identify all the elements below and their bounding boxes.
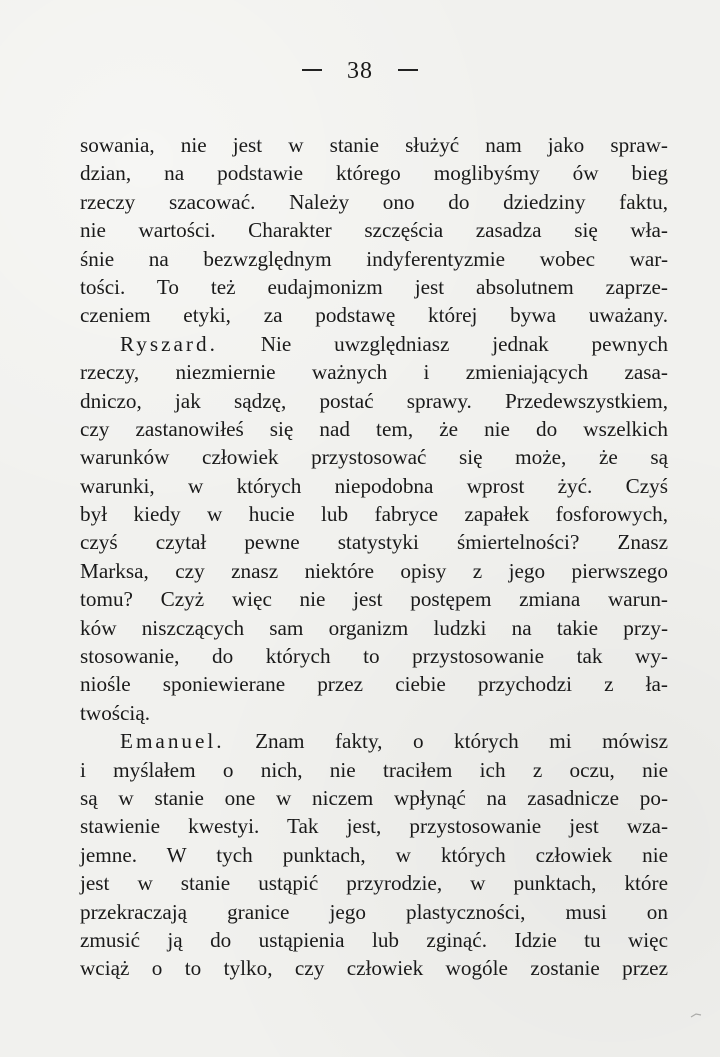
line-text: ków niszczących sam organizm ludzki na takie przy- — [80, 615, 668, 640]
text-line — [80, 756, 668, 784]
line-text: warunków człowiek przystosować się może, że są — [80, 445, 668, 470]
speaker-name: Ryszard. — [120, 331, 218, 356]
body-text — [80, 131, 668, 983]
header-dash-left — [302, 69, 322, 71]
text-line — [80, 443, 668, 471]
text-line — [80, 614, 668, 642]
text-line — [80, 869, 668, 897]
line-text: zmusić ją do ustąpienia lub zginąć. Idzie tu więc — [80, 927, 668, 952]
text-line — [80, 188, 668, 216]
line-text: rzeczy szacować. Należy ono do dziedziny faktu, — [80, 189, 668, 214]
paper-speck-icon — [690, 1007, 702, 1019]
line-text: śnie na bezwzględnym indyferentyzmie wobec war- — [80, 246, 668, 271]
line-text: i myślałem o nich, nie traciłem ich z oczu, nie — [80, 757, 668, 782]
text-line — [80, 159, 668, 187]
line-text: niośle sponiewierane przez ciebie przychodzi z ła- — [80, 672, 668, 697]
text-line — [80, 898, 668, 926]
speaker-text: Znam fakty, o których mi mówisz — [224, 729, 668, 754]
text-line — [80, 358, 668, 386]
line-text: czyś czytał pewne statystyki śmiertelności? Znasz — [80, 530, 668, 555]
page-header — [0, 58, 720, 85]
line-text: dzian, na podstawie którego moglibyśmy ów bieg — [80, 161, 668, 186]
text-line — [80, 301, 668, 329]
line-text: stawienie kwestyi. Tak jest, przystosowanie jest wza- — [80, 814, 668, 839]
line-text: sowania, nie jest w stanie służyć nam jako spraw- — [80, 133, 668, 157]
line-text: Marksa, czy znasz niektóre opisy z jego pierwszego — [80, 558, 668, 583]
line-text: jest w stanie ustąpić przyrodzie, w punktach, które — [80, 871, 668, 896]
speaker-text: Nie uwzględniasz jednak pewnych — [217, 331, 668, 356]
line-text: tomu? Czyż więc nie jest postępem zmiana warun- — [80, 587, 668, 612]
text-line — [80, 841, 668, 869]
speaker-name: Emanuel. — [120, 729, 225, 754]
text-line — [80, 699, 668, 727]
text-line — [80, 131, 668, 159]
line-text: był kiedy w hucie lub fabryce zapałek fosforowych, — [80, 502, 668, 527]
line-text: nie wartości. Charakter szczęścia zasadza się wła- — [80, 218, 668, 243]
text-line — [80, 387, 668, 415]
text-line — [80, 415, 668, 443]
text-line — [80, 330, 668, 358]
text-line — [80, 784, 668, 812]
line-text: stosowanie, do których to przystosowanie tak wy- — [80, 644, 668, 669]
line-text: warunki, w których niepodobna wprost żyć. Czyś — [80, 473, 668, 498]
line-text: rzeczy, niezmiernie ważnych i zmieniających zasa- — [80, 360, 668, 385]
line-text: wciąż o to tylko, czy człowiek wogóle zostanie przez — [80, 956, 668, 981]
line-text: tości. To też eudajmonizm jest absolutnem zaprze- — [80, 274, 668, 299]
line-text: czy zastanowiłeś się nad tem, że nie do wszelkich — [80, 416, 668, 441]
line-text: jemne. W tych punktach, w których człowiek nie — [80, 842, 668, 867]
text-line — [80, 954, 668, 982]
text-line — [80, 585, 668, 613]
line-text: czeniem etyki, za podstawę której bywa uważany. — [80, 303, 668, 328]
text-line — [80, 216, 668, 244]
page-number: 38 — [347, 58, 373, 84]
text-line — [80, 500, 668, 528]
text-line — [80, 472, 668, 500]
text-line — [80, 245, 668, 273]
text-line — [80, 528, 668, 556]
text-line — [80, 557, 668, 585]
line-text: przekraczają granice jego plastyczności, musi on — [80, 899, 668, 924]
text-line — [80, 642, 668, 670]
header-dash-right — [398, 69, 418, 71]
text-line — [80, 727, 668, 755]
line-text: są w stanie one w niczem wpłynąć na zasadnicze po- — [80, 785, 668, 810]
text-line — [80, 670, 668, 698]
text-line — [80, 812, 668, 840]
text-line — [80, 273, 668, 301]
text-line — [80, 926, 668, 954]
line-text: twością. — [80, 700, 151, 725]
line-text: dniczo, jak sądzę, postać sprawy. Przedewszystkiem, — [80, 388, 668, 413]
